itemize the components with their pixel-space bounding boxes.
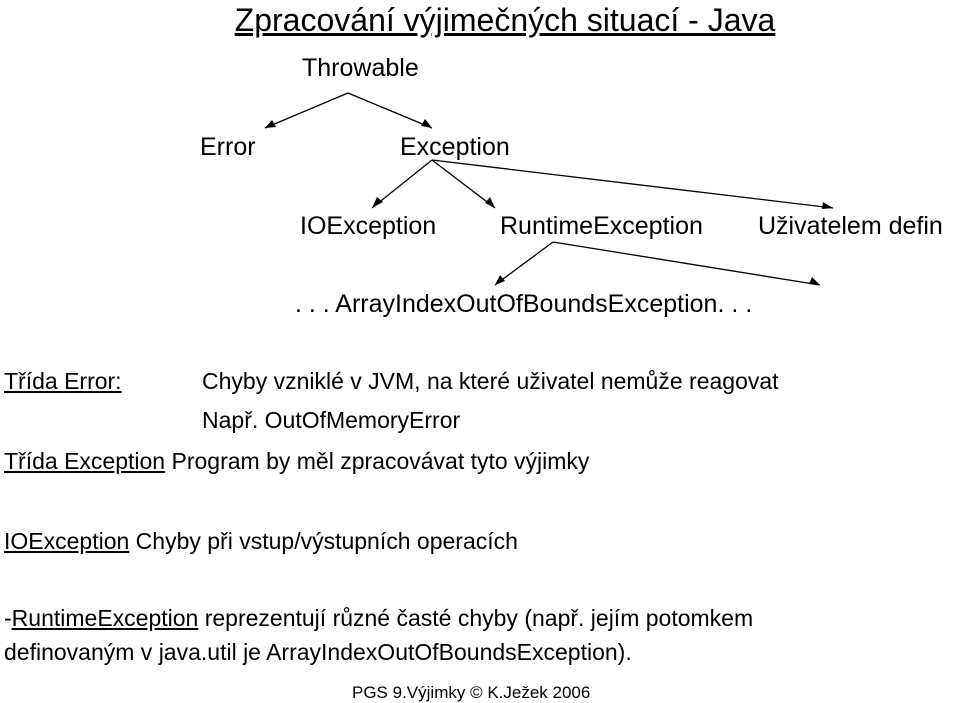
ioexception-description: Chyby při vstup/výstupních operacích	[129, 528, 518, 554]
error-class-example: Např. OutOfMemoryError	[202, 407, 461, 433]
arrowhead-error	[265, 120, 276, 128]
arrowhead-ioexception	[372, 197, 383, 208]
page-title: Zpracování výjimečných situací - Java	[234, 2, 776, 38]
exception-class-line	[4, 448, 589, 475]
edge-throwable-error	[265, 93, 348, 128]
node-user-defined: Uživatelem defin	[758, 212, 943, 240]
edge-runtime-arrayindex-right	[553, 242, 820, 285]
error-class-label: Třída Error:	[4, 368, 122, 394]
runtimeexception-line	[4, 605, 753, 632]
runtimeexception-label: RuntimeException	[11, 605, 199, 631]
edge-throwable-exception	[348, 93, 432, 128]
node-arrayindexoutofbounds: . . . ArrayIndexOutOfBoundsException. . .	[295, 290, 753, 318]
ioexception-label: IOException	[4, 528, 130, 554]
edge-runtime-arrayindex-left	[495, 242, 553, 285]
node-exception: Exception	[400, 133, 510, 161]
node-throwable: Throwable	[302, 54, 419, 82]
node-error: Error	[200, 133, 256, 161]
runtimeexception-description: reprezentují různé časté chyby (např. jejím potomkem	[198, 605, 754, 631]
exception-class-label: Třída Exception	[4, 448, 166, 474]
node-ioexception: IOException	[300, 212, 437, 240]
runtimeexception-description-continued: definovaným v java.util je ArrayIndexOutOfBoundsException).	[4, 639, 632, 665]
arrowhead-runtime	[485, 197, 495, 208]
ioexception-line	[4, 528, 518, 555]
exception-class-description: Program by měl zpracovávat tyto výjimky	[165, 448, 590, 474]
edge-exception-userdefined	[432, 160, 833, 208]
edge-exception-runtime	[432, 160, 495, 208]
arrowhead-arrayindex-left	[495, 275, 505, 285]
slide-footer: PGS 9.Výjimky © K.Ježek 2006	[352, 683, 591, 702]
arrowhead-userdefined	[822, 202, 833, 209]
edge-exception-ioexception	[372, 160, 432, 208]
error-class-description: Chyby vzniklé v JVM, na které uživatel nemůže reagovat	[202, 368, 779, 394]
arrowhead-arrayindex-right	[809, 277, 820, 285]
runtimeexception-prefix: -	[4, 605, 12, 631]
node-runtimeexception: RuntimeException	[500, 212, 703, 240]
arrowhead-exception	[421, 119, 432, 128]
